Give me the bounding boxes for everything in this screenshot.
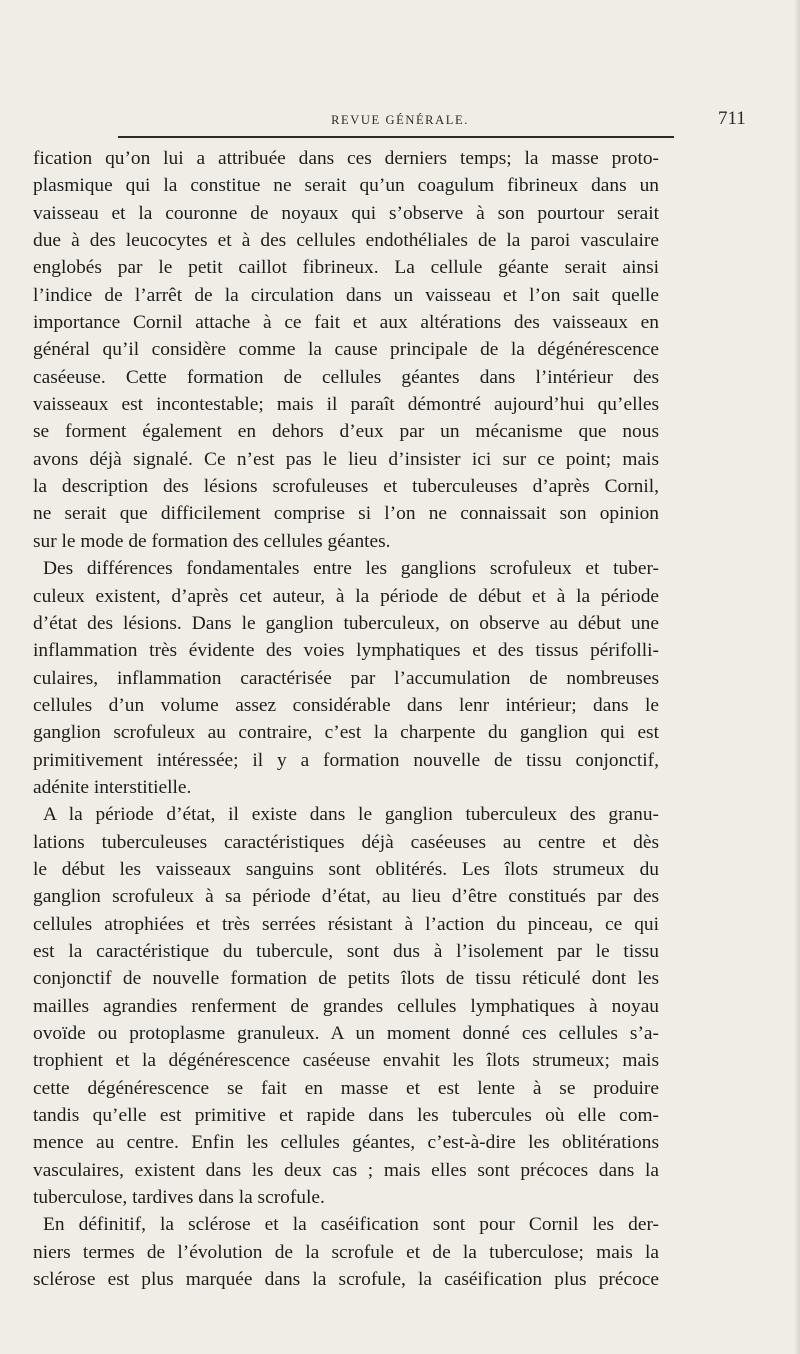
text-line: culeux existent, d’après cet auteur, à la période de début et à la période <box>33 585 659 607</box>
text-line: mence au centre. Enfin les cellules géantes, c’est-à-dire les oblitérations <box>33 1132 659 1154</box>
text-line: A la période d’état, il existe dans le ganglion tuberculeux des granu- <box>43 804 659 826</box>
text-line: cellules d’un volume assez considérable dans lenr intérieur; dans le <box>33 694 659 716</box>
header-rule <box>118 136 674 138</box>
text-line: général qu’il considère comme la cause principale de la dégénérescence <box>33 339 659 361</box>
text-line: englobés par le petit caillot fibrineux. La cellule géante serait ainsi <box>33 257 659 279</box>
text-line: culaires, inflammation caractérisée par l’accumulation de nombreuses <box>33 667 659 689</box>
text-line: le début les vaisseaux sanguins sont oblitérés. Les îlots strumeux du <box>33 858 659 880</box>
text-line: mailles agrandies renferment de grandes cellules lymphatiques à noyau <box>33 995 659 1017</box>
running-header: REVUE GÉNÉRALE. <box>331 113 469 127</box>
text-line: niers termes de l’évolution de la scrofule et de la tuberculose; mais la <box>33 1241 659 1263</box>
text-line: Des différences fondamentales entre les ganglions scrofuleux et tuber- <box>43 558 659 580</box>
text-line: cellules atrophiées et très serrées résistant à l’action du pinceau, ce qui <box>33 913 659 935</box>
text-line: ganglion scrofuleux à sa période d’état, au lieu d’être constitués par des <box>33 886 659 908</box>
text-line: tandis qu’elle est primitive et rapide dans les tubercules où elle com- <box>33 1105 659 1127</box>
text-line: adénite interstitielle. <box>33 776 192 798</box>
text-line: avons déjà signalé. Ce n’est pas le lieu d’insister ici sur ce point; mais <box>33 448 659 470</box>
text-line: est la caractéristique du tubercule, sont dus à l’isolement par le tissu <box>33 940 659 962</box>
text-line: tuberculose, tardives dans la scrofule. <box>33 1187 325 1209</box>
text-line: conjonctif de nouvelle formation de petits îlots de tissu réticulé dont les <box>33 968 659 990</box>
text-line: vaisseaux est incontestable; mais il paraît démontré aujourd’hui qu’elles <box>33 394 659 416</box>
text-line: caséeuse. Cette formation de cellules géantes dans l’intérieur des <box>33 366 659 388</box>
text-line: se forment également en dehors d’eux par un mécanisme que nous <box>33 421 659 443</box>
text-line: plasmique qui la constitue ne serait qu’un coagulum fibrineux dans un <box>33 175 659 197</box>
text-line: fication qu’on lui a attribuée dans ces derniers temps; la masse proto- <box>33 148 659 169</box>
body-text <box>33 145 659 1293</box>
text-line: vaisseau et la couronne de noyaux qui s’observe à son pourtour serait <box>33 202 659 224</box>
text-line: ne serait que difficilement comprise si l’on ne connaissait son opinion <box>33 503 659 525</box>
text-line: importance Cornil attache à ce fait et aux altérations des vaisseaux en <box>33 312 659 334</box>
text-line: la description des lésions scrofuleuses et tuberculeuses d’après Cornil, <box>33 476 659 498</box>
text-line: primitivement intéressée; il y a formation nouvelle de tissu conjonctif, <box>33 749 659 771</box>
text-line: vasculaires, existent dans les deux cas ; mais elles sont précoces dans la <box>33 1159 659 1181</box>
text-line: inflammation très évidente des voies lymphatiques et des tissus périfolli- <box>33 640 659 662</box>
text-line: En définitif, la sclérose et la caséification sont pour Cornil les der- <box>43 1214 659 1236</box>
text-line: trophient et la dégénérescence caséeuse envahit les îlots strumeux; mais <box>33 1050 659 1072</box>
text-line: sclérose est plus marquée dans la scrofule, la caséification plus précoce <box>33 1269 659 1291</box>
text-line: d’état des lésions. Dans le ganglion tuberculeux, on observe au début une <box>33 612 659 634</box>
text-line: lations tuberculeuses caractéristiques déjà caséeuses au centre et dès <box>33 831 659 853</box>
text-line: ganglion scrofuleux au contraire, c’est la charpente du ganglion qui est <box>33 722 659 744</box>
page-edge-shadow <box>794 0 800 1354</box>
text-line: cette dégénérescence se fait en masse et est lente à se produire <box>33 1077 659 1099</box>
page-number: 711 <box>718 108 746 129</box>
text-line: sur le mode de formation des cellules géantes. <box>33 530 391 552</box>
text-line: l’indice de l’arrêt de la circulation dans un vaisseau et l’on sait quelle <box>33 284 659 306</box>
text-line: due à des leucocytes et à des cellules endothéliales de la paroi vasculaire <box>33 230 659 252</box>
text-line: ovoïde ou protoplasme granuleux. A un moment donné ces cellules s’a- <box>33 1023 659 1044</box>
